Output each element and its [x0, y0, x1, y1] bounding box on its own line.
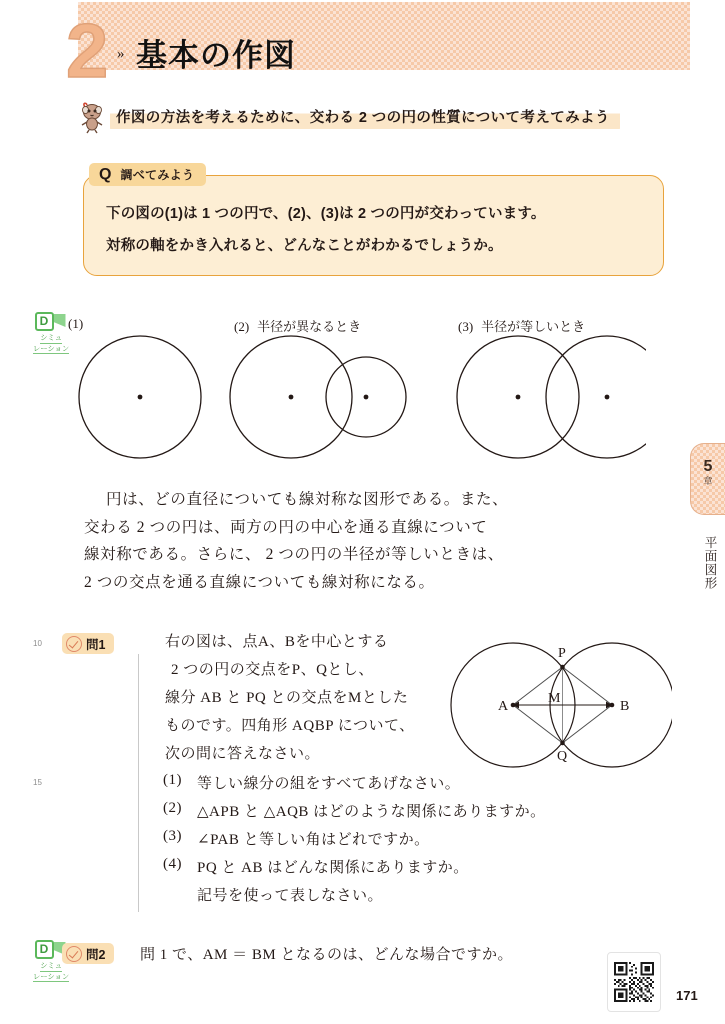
simulation-caption-2-line1: シミュ	[40, 961, 62, 970]
simulation-d-icon	[35, 312, 68, 331]
body-line-2: 交わる 2 つの円は、両方の円の中心を通る直線について	[84, 518, 488, 536]
q1-item-2-mark: (2)	[163, 800, 182, 816]
check-circle-icon-2	[66, 946, 82, 962]
figure-2-two-circles-different-radii	[228, 332, 418, 462]
body-line-3: 線対称である。さらに、 2 つの円の半径が等しいときは、	[84, 546, 504, 563]
q1-item-3-mark: (3)	[163, 828, 182, 844]
q1-item-4-continuation: 記号を使って表しなさい。	[197, 888, 384, 904]
line-number-10: 10	[33, 639, 42, 648]
simulation-flag-icon	[54, 314, 66, 327]
qbox-line-2: 対称の軸をかき入れると、どんなことがわかるでしょうか。	[106, 238, 503, 254]
simulation-caption	[28, 333, 74, 354]
list-item	[163, 800, 613, 821]
diagram-label-A: A	[498, 699, 509, 714]
chapter-number: 2	[66, 9, 107, 94]
list-item	[163, 856, 613, 877]
q1-item-1-mark: (1)	[163, 772, 182, 788]
q1-line-5: 次の問に答えなさい。	[165, 746, 321, 762]
diagram-label-Q: Q	[557, 749, 568, 764]
figure-2-number: (2)	[234, 319, 250, 334]
q1-line-3: 線分 AB と PQ との交点をMとした	[165, 690, 409, 706]
figure-3-two-circles-equal-radii	[456, 332, 646, 462]
figure-1-single-circle	[70, 332, 230, 462]
diagram-label-B: B	[620, 699, 630, 714]
q-tab-label: 調べてみよう	[120, 168, 195, 182]
simulation-d-letter-2: D	[35, 940, 54, 959]
figure-3-text: 半径が等しいとき	[481, 319, 586, 334]
side-tab-chapter-word: 章	[703, 476, 713, 486]
simulation-d-letter: D	[35, 312, 54, 331]
simulation-caption-line2: レーション	[32, 343, 70, 353]
question-group-rule	[138, 654, 139, 912]
question-1-label: 問1	[86, 637, 106, 652]
figure-1-number: (1)	[68, 316, 84, 331]
q1-line-1: 右の図は、点A、Bを中心とする	[165, 634, 389, 650]
simulation-caption-line1: シミュ	[40, 333, 62, 342]
simulation-caption-2	[28, 961, 74, 982]
question-2-statement: 問 1 で、AM ＝ BM となるのは、どんな場合ですか。	[140, 947, 513, 963]
figure-2-text: 半径が異なるとき	[257, 319, 362, 334]
simulation-caption-2-line2: レーション	[32, 971, 70, 981]
qr-code-icon[interactable]	[607, 952, 661, 1012]
question-1-badge[interactable]	[62, 633, 114, 654]
q1-item-2-text: △APB と △AQB はどのような関係にありますか。	[197, 804, 546, 820]
mascot-character-icon	[76, 100, 110, 134]
page-number: 171	[676, 988, 698, 1003]
question-callout-body	[106, 202, 649, 266]
diagram-label-P: P	[558, 646, 566, 661]
q1-item-3-text: ∠PAB と等しい角はどれですか。	[197, 832, 430, 848]
q1-item-4-text: PQ と AB はどんな関係にありますか。	[197, 860, 469, 876]
page-title: 基本の作図	[136, 38, 296, 73]
q-letter: Q	[99, 165, 112, 183]
side-tab-chapter-number: 5	[703, 458, 713, 475]
body-line-4: 2 つの交点を通る直線についても線対称になる。	[84, 573, 435, 591]
qbox-line-1: 下の図の(1)は 1 つの円で、(2)、(3)は 2 つの円が交わっています。	[106, 206, 546, 222]
check-circle-icon	[66, 636, 82, 652]
q1-line-4: ものです。四角形 AQBP について、	[165, 718, 415, 734]
side-tab-chapter-name: 平面図形	[703, 536, 717, 590]
mascot-prompt-row	[76, 102, 620, 132]
mascot-prompt-text: 作図の方法を考えるために、交わる 2 つの円の性質について考えてみよう	[110, 103, 620, 131]
diagram-label-M: M	[548, 691, 561, 706]
chapter-chevron: »	[117, 46, 125, 62]
body-paragraph	[84, 487, 624, 597]
chapter-side-tab	[690, 443, 725, 515]
line-number-15: 15	[33, 778, 42, 787]
q1-item-4-mark: (4)	[163, 856, 182, 872]
figure-3-number: (3)	[458, 319, 474, 334]
question-1-statement	[165, 630, 455, 770]
body-line-1: 円は、どの直径についても線対称な図形である。また、	[106, 491, 509, 508]
q1-line-2: 2 つの円の交点をP、Qとし、	[171, 662, 374, 678]
question-2-badge[interactable]	[62, 943, 114, 964]
question-2-label: 問2	[86, 947, 106, 962]
question-1-diagram	[440, 630, 672, 782]
figure-caption-1	[68, 316, 91, 332]
question-callout-tab	[89, 163, 206, 186]
q1-item-1-text: 等しい線分の組をすべてあげなさい。	[197, 776, 461, 792]
list-item	[163, 828, 613, 849]
question-1-items	[163, 772, 613, 905]
question-callout-box	[83, 165, 664, 276]
